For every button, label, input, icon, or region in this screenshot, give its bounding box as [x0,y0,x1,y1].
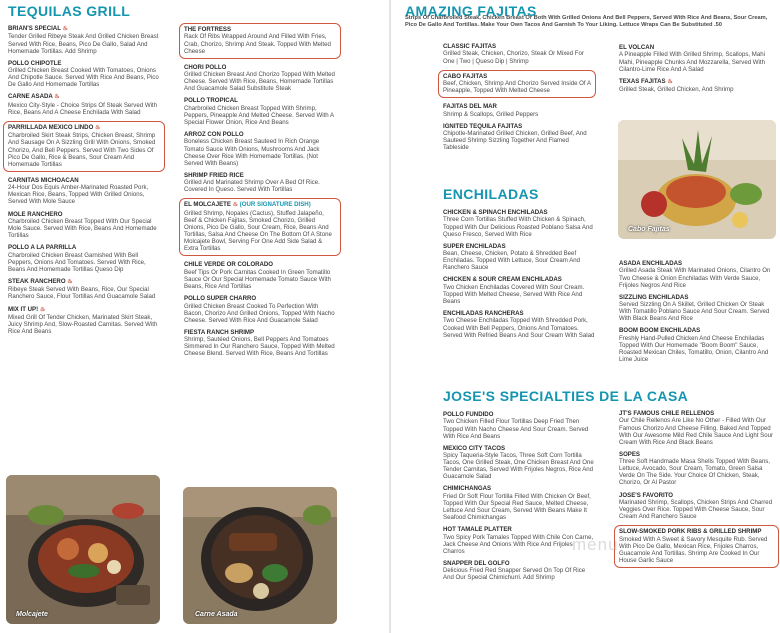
menu-item-description: Grilled Steak, Chicken, Chorizo, Steak Or Mixed For One | Two | Queso Dip | Shrimp [443,50,584,65]
menu-item-name [184,131,336,138]
menu-item-fiesta-ranch-shrimp [184,329,336,358]
menu-item-name [619,294,774,301]
menu-item-description: Grilled And Marinated Shrimp Over A Bed Of Rice. Covered In Queso. Served With Tortillas [184,179,320,194]
menu-item-description: Our Chile Rellenos Are Like No Other - Filled With Our Famous Chorizo And Cheese Filling. Baked And Topped With Our Awesome Mild Red Chile Sauce And Light Sour Cream With Rice And Black Beans [619,417,774,446]
menu-item-description: Beef Tips Or Pork Carnitas Cooked In Green Tomatillo Sauce Or Our Special Homemade Tomato Sauce With Beans, Rice And Tortillas [184,268,331,290]
menu-item-carnitas-michoacan [8,177,160,206]
menu-item-description: Charbroiled Chicken Breast Topped With Shrimp, Peppers, Pineapple And Melted Cheese. Served With A Special Flower Onion, Rice And Beans [184,104,334,126]
menu-item-name [443,526,595,533]
menu-item-title: CARNITAS MICHOACAN [8,176,79,184]
section-title-tequilas-grill: TEQUILAS GRILL [8,3,131,19]
menu-item-name [8,124,160,132]
menu-item-name [619,78,771,86]
menu-item-name [619,327,774,334]
menu-item-title: MEXICO CITY TACOS [443,444,506,452]
menu-item-description: Smoked With A Sweet & Savory Mesquite Rub. Served With Pico De Gallo, Mexican Rice, Frijoles Charros, Guacamole And Tortillas. Shrimp Are Cooked In Our House Garlic Sauce [619,535,768,564]
menu-item-boom-boom-enchiladas [619,327,774,363]
menu-item-title: SIZZLING ENCHILADAS [619,293,689,301]
menu-item-title: THE FORTRESS [184,26,232,33]
menu-item-chile-verde-or-colorado [184,261,336,290]
enchiladas-column-1 [443,209,595,344]
menu-item-title: MIX IT UP! [8,305,39,313]
menu-item-description: Shrimp, Sautéed Onions, Bell Peppers And Tomatoes Simmered In Our Ranchero Sauce, Topped With Melted Cheese Blend. Served With Rice, Beans And Tortillas [184,336,335,358]
grill-column-1 [8,25,160,340]
menu-item-description: Marinated Shrimp, Scallops, Chicken Strips And Charred Veggies Over Rice. Topped With Cheese Sauce, Sour Cream And Ranchero Sauce [619,498,773,521]
menu-item-pollo-super-charro [184,295,336,324]
menu-item-description: Two Cheese Enchiladas Topped With Shredded Pork, Cooked With Bell Peppers, Onions And Tomatoes. Served With Refried Beans And Sour Cream With Salad [443,317,595,339]
menu-item-mix-it-up [8,306,160,336]
chili-pepper-icon: ♨ [232,202,239,209]
chili-pepper-icon: ♨ [667,78,673,85]
photo-molcajete [6,475,160,624]
menu-item-title: SUPER ENCHILADAS [443,242,506,250]
menu-item-name [619,410,774,417]
menu-item-title: SLOW-SMOKED PORK RIBS & GRILLED SHRIMP [619,528,762,536]
menu-item-title: IGNITED TEQUILA FAJITAS [443,122,523,130]
menu-item-description: Grilled Chicken Breast Cooked With Tomatoes, Onions And Chipotle Sauce. Served With Rice And Beans, Pico De Gallo And Homemade Tortillas [8,67,159,89]
menu-item-title: CHICKEN & SOUR CREAM ENCHILADAS [443,276,562,284]
menu-item-description: Freshly Hand-Pulled Chicken And Cheese Enchiladas Topped With Our Homemade "Boom Boom" Sauce, Roasted Mexican Chiles, Tomatillo, Onion, Cilantro And Lime Juice [619,334,769,364]
photo-caption-carne-asada: Carne Asada [195,611,238,618]
menu-item-description: Rack Of Ribs Wrapped Around And Filled With Fries, Crab, Chorizo, Shrimp And Steak. Topped With Melted Cheese [184,33,331,55]
cabo-fajitas-illustration [618,120,776,239]
menu-item-title: POLLO SUPER CHARRO [184,295,257,303]
menu-item-name [184,295,336,302]
menu-item-ignited-tequila-fajitas [443,123,591,152]
menu-item-description: Tender Grilled Ribeye Steak And Grilled Chicken Breast Served With Rice, Beans, Pico De Gallo, Salad And Homemade Tortillas. Add Shrimp [8,33,159,55]
watermark: menu [572,535,619,554]
fajitas-column-1 [443,43,591,156]
menu-item-jt-s-famous-chile-rellenos [619,410,774,446]
menu-item-the-fortress [179,23,341,59]
menu-item-description: Ribeye Steak Served With Beans, Rice, Our Special Ranchero Sauce, Flour Tortillas And Guacamole Salad [8,286,156,301]
menu-item-name [619,260,774,267]
menu-item-mole-ranchero [8,211,160,240]
menu-item-title: CHICKEN & SPINACH ENCHILADAS [443,209,548,216]
menu-item-title: BRIAN'S SPECIAL [8,25,61,32]
menu-item-description: Bean, Cheese, Chicken, Potato & Shredded Beef Enchiladas. Topped With Lettuce, Sour Cream And Ranchero Sauce [443,250,581,272]
photo-cabo-fajitas [618,120,776,239]
menu-item-title: STEAK RANCHERO [8,277,66,285]
chili-pepper-icon: ♨ [95,124,101,131]
menu-item-description: Served Sizzling On A Skillet, Grilled Chicken Or Steak With Tomatillo Poblano Sauce And Sour Cream. Served With Black Beans And Rice [619,301,770,323]
chili-pepper-icon: ♨ [39,306,46,313]
menu-item-title: POLLO FUNDIDO [443,411,494,418]
menu-item-chicken-sour-cream-enchiladas [443,276,595,305]
menu-item-description: Grilled Chicken Breast And Chorizo Topped With Melted Cheese. Served With Rice, Beans, Homemade Tortillas And Guacamole Salad Substitute Steak [184,71,335,93]
menu-item-description: Beef, Chicken, Shrimp And Chorizo Served Inside Of A Pineapple, Topped With Melted Cheese [443,80,591,95]
menu-item-name [8,93,160,101]
menu-item-title: CHORI POLLO [184,63,227,71]
menu-item-description: Chipotle-Marinated Grilled Chicken, Grilled Beef, And Sauteed Shrimp Sizzling Together And Flamed Tableside [443,130,587,152]
menu-item-enchiladas-rancheras [443,310,595,339]
menu-item-description: Boneless Chicken Breast Sauteed In Rich Orange Tomato Sauce With Onions, Mushrooms And Jack Cheese Over Rice With Homemade Tortillas. (Not Served With Beans) [184,138,320,167]
menu-item-name [8,177,160,184]
menu-item-name [8,25,160,33]
menu-item-slow-smoked-pork-ribs-grilled-shrimp [614,525,779,568]
menu-item-title: SNAPPER DEL GOLFO [443,559,510,567]
menu-item-title: CARNE ASADA [8,93,53,101]
carne-asada-illustration [183,487,337,624]
menu-item-description: Three Corn Tortillas Stuffed With Chicken & Spinach, Topped With Our Delicious Roasted Poblano Salsa And Queso Fresco, Served With Rice [443,216,593,238]
menu-item-name [619,492,774,499]
menu-item-name [619,528,774,535]
menu-item-name [8,60,160,67]
menu-item-pollo-a-la-parrilla [8,244,160,273]
menu-item-title: EL MOLCAJETE [184,201,231,209]
menu-item-sizzling-enchiladas [619,294,774,323]
section-title-joses-specialties: JOSE'S SPECIALTIES DE LA CASA [443,388,689,404]
molcajete-illustration [6,475,160,624]
page-divider [389,0,391,633]
menu-item-title: ENCHILADAS RANCHERAS [443,310,524,318]
menu-item-super-enchiladas [443,243,595,272]
menu-item-description: Mexico City-Style - Choice Strips Of Steak Served With Rice, Beans And A Cheese Enchilada With Salad [8,101,158,116]
menu-item-title: ARROZ CON POLLO [184,131,244,139]
menu-item-carne-asada [8,93,160,116]
menu-item-chori-pollo [184,64,336,93]
menu-item-el-molcajete [179,198,341,256]
menu-item-cabo-fajitas [438,70,596,99]
menu-item-title: ASADA ENCHILADAS [619,260,683,267]
menu-item-name [619,451,774,458]
joses-column-2 [619,410,774,573]
menu-item-description: Grilled Chicken Breast Cooked To Perfection With Bacon, Chorizo And Grilled Onions, Topped With Nacho Cheese. Served With Rice And Guacamole Salad [184,302,335,324]
menu-item-title: BOOM BOOM ENCHILADAS [619,327,701,335]
menu-item-title: PARRILLADA MEXICO LINDO [8,123,94,131]
chili-pepper-icon: ♨ [62,26,68,32]
menu-item-pollo-tropical [184,97,336,126]
menu-item-name [443,209,595,216]
fajitas-intro: Strips Of Charbroiled Steak, Chicken Breast Or Both With Grilled Onions And Bell Peppers, Served With Rice And Beans, Sour Cream, Pico De Gallo And Tortillas. Make Your Own Tacos And Garnish To Your Liking. Lettuce Wraps Can Be Substituted .50 [405,15,768,28]
menu-item-name [8,211,160,218]
chili-pepper-icon: ♨ [67,278,73,285]
menu-item-title: JOSE'S FAVORITO [619,491,674,499]
menu-item-steak-ranchero [8,278,160,301]
menu-item-title: TEXAS FAJITAS [619,77,666,85]
menu-item-el-volcan [619,44,771,73]
menu-item-name [443,73,591,80]
menu-item-description: Grilled Asada Steak With Marinated Onions, Cilantro On Two Cheese & Onion Enchiladas With Verde Sauce, Frijoles Negros And Rice [619,267,771,289]
menu-item-description: Grilled Shrimp, Nopales (Cactus), Stuffed Jalapeño, Beef & Chicken Fajitas, Smoked Chorizo, Grilled Onions, Pico De Gallo, Sour Cream, Rice, Beans And Tortillas, Salsa And Cheese On The Bottom Of A Stone Molcajete Bowl, Serving For One Add Side Salad & Extra Tortillas [184,209,332,253]
menu-item-name [184,172,336,179]
fajitas-column-2 [619,44,771,98]
menu-item-asada-enchiladas [619,260,774,289]
photo-caption-molcajete: Molcajete [16,611,48,618]
menu-item-description: Charbroiled Skirt Steak Strips, Chicken Breast, Shrimp And Sausage On A Sizzling Grill With Onions, Smoked Chorizo, And Bell Peppers. Served With Two Sides Of Pico De Gallo, Rice & Beans, Sour Cream And Homemade Tortillas [8,132,156,168]
menu-item-description: Two Spicy Pork Tamales Topped With Chile Con Carne, Jack Cheese And Onions With Rice And Frijoles Charros [443,533,594,555]
menu-item-chicken-spinach-enchiladas [443,209,595,238]
menu-item-name [8,306,160,314]
menu-item-name [443,445,595,452]
menu-item-parrillada-mexico-lindo [3,121,165,172]
menu-item-texas-fajitas [619,78,771,94]
menu-item-description: Delicious Fried Red Snapper Served On Top Of Rice And Our Special Chimichurri. Add Shrimp [443,567,586,582]
menu-item-name [443,276,595,283]
menu-item-name [443,123,591,130]
section-title-enchiladas: ENCHILADAS [443,186,539,202]
menu-item-fajitas-del-mar [443,103,591,118]
menu-item-description: Spicy Taqueria-Style Tacos, Three Soft Corn Tortilla Tacos, One Grilled Steak, One Chicken Breast And One Tender Carnitas, Served With Frijoles Negros, Rice And Guacamole Salad [443,452,594,481]
menu-item-title: CHILE VERDE OR COLORADO [184,261,274,269]
menu-item-description: Two Chicken Enchiladas Covered With Sour Cream. Topped With Melted Cheese, Served With Rice And Beans [443,283,585,305]
menu-item-title: EL VOLCAN [619,44,655,51]
menu-item-title: HOT TAMALE PLATTER [443,526,512,534]
menu-item-title: CLASSIC FAJITAS [443,43,497,50]
enchiladas-column-2 [619,260,774,368]
menu-item-title: FAJITAS DEL MAR [443,103,497,111]
menu-item-name [184,261,336,268]
menu-item-mexico-city-tacos [443,445,595,481]
menu-item-name [184,201,336,209]
menu-item-chimichangas [443,485,595,521]
menu-item-title: POLLO CHIPOTLE [8,59,62,67]
menu-item-description: Charbroiled Chicken Breast Garnished With Bell Peppers, Onions And Tomatoes. Served With Rice, Beans And Homemade Tortillas Queso Dip [8,251,146,273]
menu-item-brian-s-special [8,25,160,55]
signature-dish-tag: (OUR SIGNATURE DISH) [239,201,311,209]
menu-item-name [184,97,336,104]
menu-item-name [184,329,336,336]
menu-item-name [443,485,595,492]
menu-item-sopes [619,451,774,487]
menu-item-title: CHIMICHANGAS [443,485,492,493]
menu-item-description: Three Soft Handmade Masa Shells Topped With Beans, Lettuce, Avocado, Sour Cream, Tomato, Green Salsa Verde On The Side. Your Choice Of Chicken, Steak, Chorizo, Or Al Pastor [619,458,770,487]
menu-item-description: Charbroiled Chicken Breast Topped With Our Special Mole Sauce. Served With Rice, Beans And Homemade Tortillas [8,217,157,240]
menu-item-pollo-chipotle [8,60,160,89]
menu-item-description: A Pineapple Filled With Grilled Shrimp, Scallops, Mahi Mahi, Pineapple Chunks And Mozzarella, Served With Cilantro-Lime Rice And A Salad [619,51,765,73]
menu-item-title: POLLO TROPICAL [184,97,238,105]
menu-item-name [184,26,336,33]
menu-item-name [8,278,160,286]
menu-item-description: Two Chicken Filled Flour Tortillas Deep Fried Then Topped With Nacho Cheese And Sour Cream. Served With Rice And Beans [443,418,589,440]
menu-item-title: MOLE RANCHERO [8,210,63,218]
menu-item-name [443,560,595,567]
menu-item-description: Mixed Grill Of Tender Chicken, Marinated Skirt Steak, Juicy Shrimp And, Slow-Roasted Carnitas. Served With Rice And Beans [8,313,158,336]
menu-item-pollo-fundido [443,411,595,440]
menu-item-shrimp-fried-rice [184,172,336,194]
menu-item-name [443,103,591,110]
menu-item-name [443,310,595,317]
menu-item-name [184,64,336,71]
grill-column-2 [184,23,336,362]
menu-item-arroz-con-pollo [184,131,336,167]
menu-item-title: SHRIMP FRIED RICE [184,171,244,179]
section-title-amazing-fajitas: AMAZING FAJITAS [405,3,537,19]
photo-carne-asada [183,487,337,624]
menu-item-jose-s-favorito [619,492,774,521]
menu-item-name [443,411,595,418]
menu-item-title: JT'S FAMOUS CHILE RELLENOS [619,410,715,417]
menu-item-title: SOPES [619,450,640,458]
menu-item-description: Grilled Steak, Grilled Chicken, And Shrimp [619,86,734,94]
menu-item-title: CABO FAJITAS [443,72,488,80]
menu-item-name [443,43,591,50]
menu-item-name [8,244,160,251]
menu-item-description: 24-Hour Dos Equis Amber-Marinated Roasted Pork, Mexican Rice, Beans, Topped With Grilled Onions, Served With Mole Sauce [8,184,149,206]
menu-item-name [619,44,771,51]
joses-column-1 [443,411,595,587]
menu-item-description: Shrimp & Scallops, Grilled Peppers [443,110,539,118]
menu-item-description: Fried Or Soft Flour Tortilla Filled With Chicken Or Beef, Topped With Our Special Red Sauce, Melted Cheese, Lettuce And Sour Cream, Served With Beans Make It Seafood Chimichangas [443,492,591,522]
menu-item-title: FIESTA RANCH SHRIMP [184,328,255,336]
chili-pepper-icon: ♨ [54,94,60,101]
menu-item-classic-fajitas [443,43,591,65]
menu-item-title: POLLO A LA PARRILLA [8,244,77,252]
photo-caption-cabo-fajitas: Cabo Fajitas [628,226,670,233]
menu-item-name [443,243,595,250]
menu-item-snapper-del-golfo [443,560,595,582]
